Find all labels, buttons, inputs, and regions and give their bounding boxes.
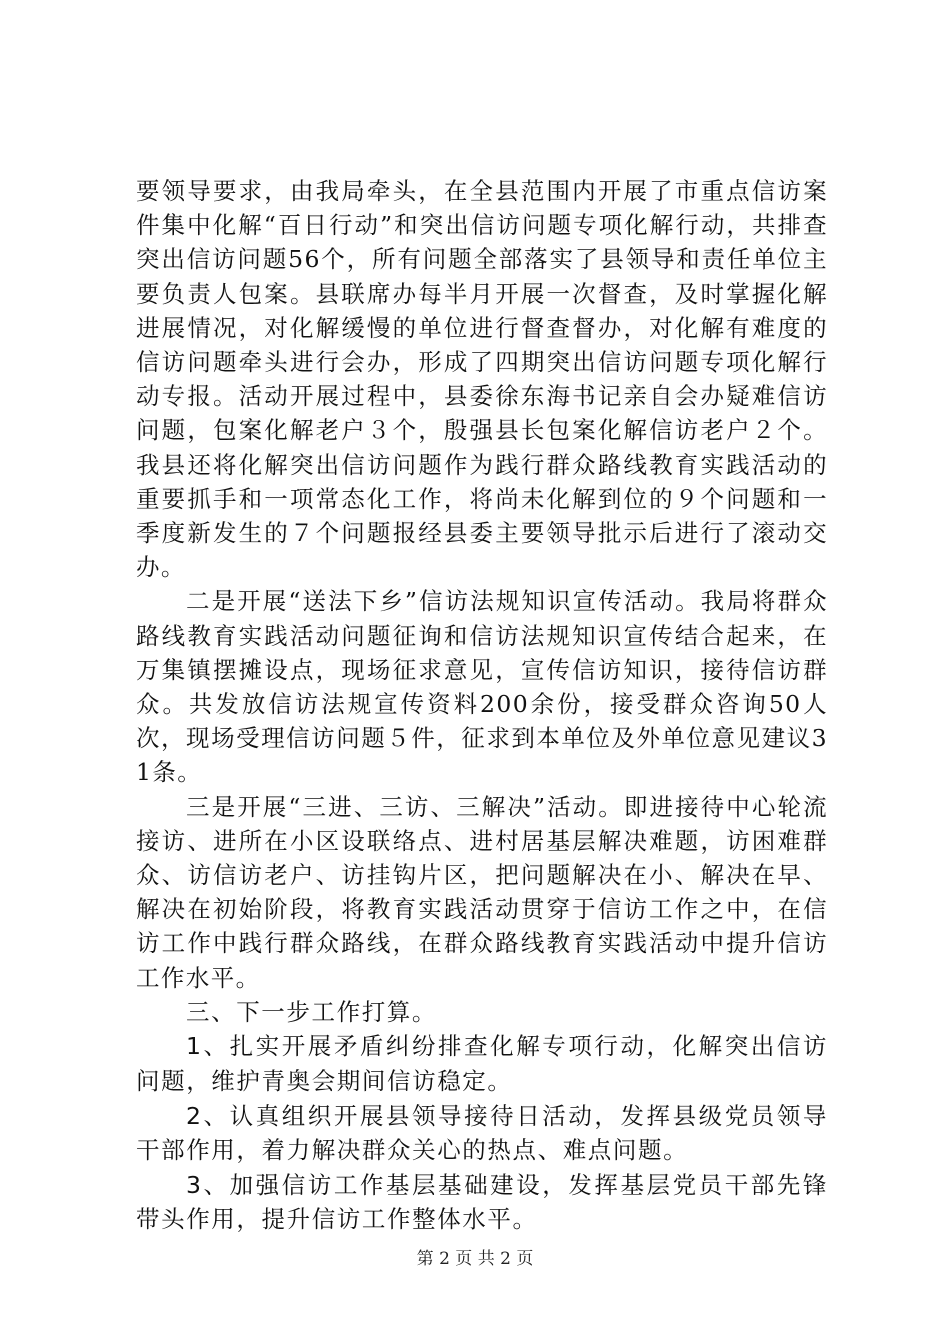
plan-item-2: 2、认真组织开展县领导接待日活动，发挥县级党员领导干部作用，着力解决群众关心的热点、难点问题。 [136,1101,828,1165]
page-number-footer: 第 2 页 共 2 页 [416,1249,534,1269]
paragraph-legal-outreach: 二是开展“送法下乡”信访法规知识宣传活动。我局将群众路线教育实践活动问题征询和信访法规知识宣传结合起来，在万集镇摆摊设点，现场征求意见，宣传信访知识，接待信访群众。共发放信访法规宣传资料200余份，接受群众咨询50人次，现场受理信访问题５件，征求到本单位及外单位意见建议31条。 [136,587,828,787]
document-body [136,174,828,1237]
section-heading-next-steps: 三、下一步工作打算。 [186,997,437,1026]
paragraph-three-activities: 三是开展“三进、三访、三解决”活动。即进接待中心轮流接访、进所在小区设联络点、进村居基层解决难题，访困难群众、访信访老户、访挂钩片区，把问题解决在小、解决在早、解决在初始阶段，将教育实践活动贯穿于信访工作之中，在信访工作中践行群众路线，在群众路线教育实践活动中提升信访工作水平。 [136,792,828,992]
paragraph-continuation: 要领导要求，由我局牵头，在全县范围内开展了市重点信访案件集中化解“百日行动”和突出信访问题专项化解行动，共排查突出信访问题56个，所有问题全部落实了县领导和责任单位主要负责人包案。县联席办每半月开展一次督查，及时掌握化解进展情况，对化解缓慢的单位进行督查督办，对化解有难度的信访问题牵头进行会办，形成了四期突出信访问题专项化解行动专报。活动开展过程中，县委徐东海书记亲自会办疑难信访问题，包案化解老户３个，殷强县长包案化解信访老户２个。我县还将化解突出信访问题作为践行群众路线教育实践活动的重要抓手和一项常态化工作，将尚未化解到位的９个问题和一季度新发生的７个问题报经县委主要领导批示后进行了滚动交办。 [136,177,828,582]
plan-item-1: 1、扎实开展矛盾纠纷排查化解专项行动，化解突出信访问题，维护青奥会期间信访稳定。 [136,1032,828,1096]
plan-item-3: 3、加强信访工作基层基础建设，发挥基层党员干部先锋带头作用，提升信访工作整体水平。 [136,1170,828,1234]
